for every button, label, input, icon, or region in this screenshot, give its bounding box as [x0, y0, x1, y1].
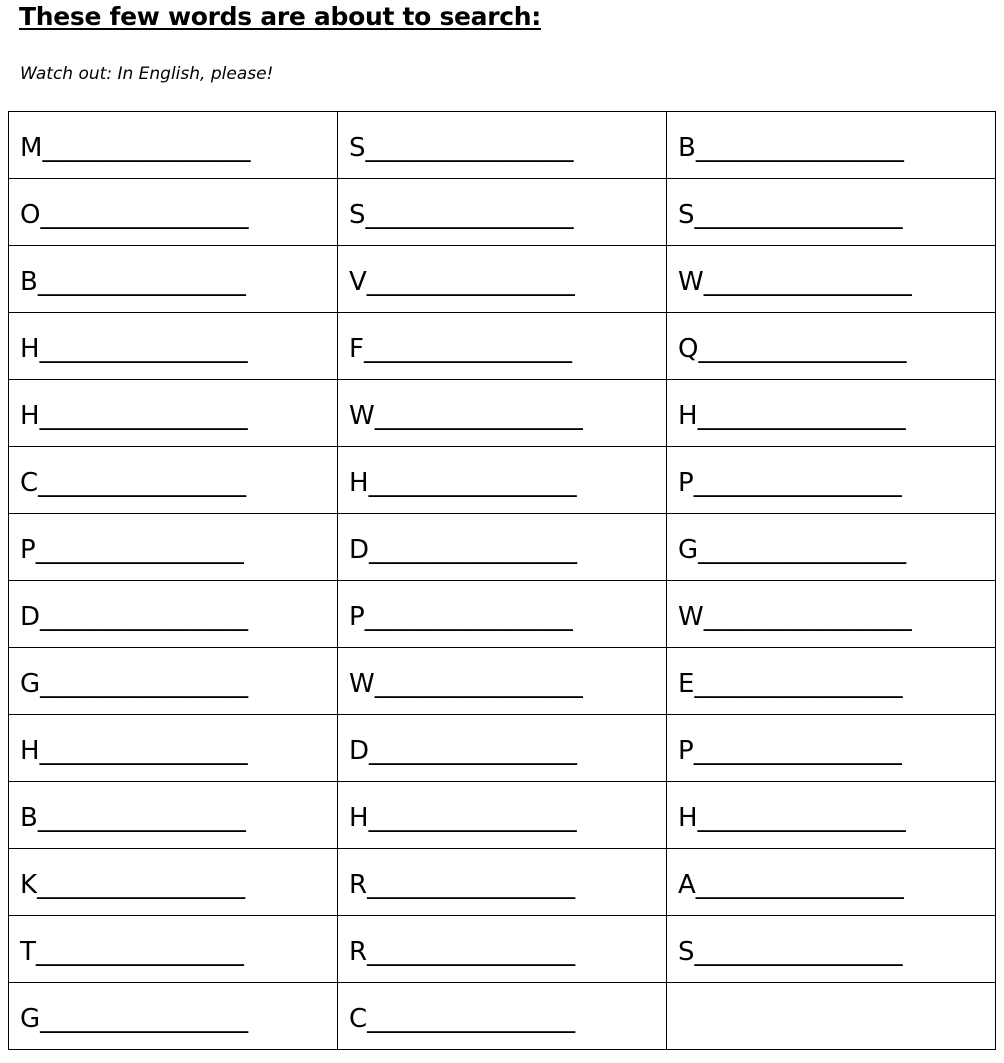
answer-blank[interactable]: ________________	[367, 1004, 576, 1034]
start-letter: V	[349, 267, 367, 297]
word-cell	[338, 179, 667, 246]
start-letter: D	[349, 535, 370, 565]
word-entry[interactable]	[678, 663, 902, 699]
start-letter: W	[349, 401, 375, 431]
word-cell	[338, 715, 667, 782]
answer-blank[interactable]: ________________	[363, 334, 572, 364]
start-letter: G	[678, 535, 699, 565]
answer-blank[interactable]: ________________	[40, 1004, 249, 1034]
word-cell	[9, 313, 338, 380]
start-letter: W	[678, 267, 704, 297]
answer-blank[interactable]: ________________	[39, 401, 248, 431]
word-cell	[9, 782, 338, 849]
word-entry[interactable]	[349, 663, 583, 699]
word-cell	[338, 581, 667, 648]
table-row	[9, 246, 996, 313]
word-entry[interactable]	[349, 998, 575, 1034]
start-letter: D	[349, 736, 370, 766]
start-letter: C	[20, 468, 39, 498]
word-cell	[9, 983, 338, 1050]
start-letter: H	[349, 803, 369, 833]
answer-blank[interactable]: ________________	[693, 468, 902, 498]
word-cell	[667, 715, 996, 782]
word-cell	[9, 112, 338, 179]
start-letter: S	[349, 200, 366, 230]
word-cell	[338, 849, 667, 916]
word-cell	[9, 648, 338, 715]
answer-blank[interactable]: ________________	[698, 535, 907, 565]
table-row	[9, 447, 996, 514]
word-entry[interactable]	[20, 663, 248, 699]
start-letter: D	[20, 602, 41, 632]
word-cell	[9, 916, 338, 983]
word-cell	[667, 916, 996, 983]
word-entry[interactable]	[678, 797, 906, 833]
start-letter: R	[349, 937, 368, 967]
word-cell	[9, 514, 338, 581]
answer-blank[interactable]: ________________	[367, 870, 576, 900]
answer-blank[interactable]: ________________	[37, 870, 246, 900]
start-letter: Q	[678, 334, 699, 364]
word-entry[interactable]	[678, 931, 903, 967]
table-row	[9, 648, 996, 715]
table-row	[9, 916, 996, 983]
answer-blank[interactable]: ________________	[694, 669, 903, 699]
start-letter: B	[678, 133, 696, 163]
word-entry[interactable]	[349, 127, 574, 163]
answer-blank[interactable]: ________________	[42, 133, 251, 163]
table-row	[9, 782, 996, 849]
answer-blank[interactable]: ________________	[35, 535, 244, 565]
answer-blank[interactable]: ________________	[368, 803, 577, 833]
word-entry[interactable]	[349, 328, 572, 364]
answer-blank[interactable]: ________________	[39, 736, 248, 766]
start-letter: R	[349, 870, 368, 900]
word-cell	[667, 112, 996, 179]
word-cell	[338, 983, 667, 1050]
word-entry[interactable]	[678, 127, 904, 163]
table-row	[9, 715, 996, 782]
answer-blank[interactable]: ________________	[40, 602, 249, 632]
word-cell	[9, 246, 338, 313]
word-entry[interactable]	[678, 462, 902, 498]
word-table	[8, 111, 996, 1050]
word-cell	[667, 313, 996, 380]
table-row	[9, 313, 996, 380]
word-cell	[667, 380, 996, 447]
word-cell	[9, 380, 338, 447]
word-entry[interactable]	[20, 998, 248, 1034]
start-letter: O	[20, 200, 41, 230]
word-cell	[9, 849, 338, 916]
answer-blank[interactable]: ________________	[697, 803, 906, 833]
start-letter: P	[349, 602, 365, 632]
answer-blank[interactable]: ________________	[39, 334, 248, 364]
start-letter: B	[20, 267, 38, 297]
word-cell	[667, 782, 996, 849]
answer-blank[interactable]: ________________	[367, 937, 576, 967]
word-entry[interactable]	[349, 931, 575, 967]
answer-blank[interactable]: ________________	[698, 334, 907, 364]
start-letter: G	[20, 1004, 41, 1034]
word-entry[interactable]	[678, 328, 906, 364]
start-letter: M	[20, 133, 43, 163]
word-cell	[9, 447, 338, 514]
word-cell	[338, 112, 667, 179]
start-letter: T	[20, 937, 36, 967]
word-cell	[9, 581, 338, 648]
answer-blank[interactable]: ________________	[40, 669, 249, 699]
word-entry[interactable]	[20, 596, 248, 632]
word-entry[interactable]	[20, 462, 246, 498]
word-entry[interactable]	[20, 931, 244, 967]
word-entry[interactable]	[678, 596, 912, 632]
answer-blank[interactable]: ________________	[365, 200, 574, 230]
answer-blank[interactable]: ________________	[35, 937, 244, 967]
word-entry[interactable]	[349, 529, 577, 565]
table-row	[9, 179, 996, 246]
word-entry[interactable]	[678, 864, 904, 900]
word-entry[interactable]	[678, 194, 903, 230]
word-entry[interactable]	[678, 529, 906, 565]
answer-blank[interactable]: ________________	[37, 803, 246, 833]
table-row	[9, 112, 996, 179]
table-row	[9, 380, 996, 447]
word-entry[interactable]	[349, 194, 574, 230]
start-letter: H	[20, 334, 40, 364]
start-letter: A	[678, 870, 696, 900]
answer-blank[interactable]: ________________	[697, 401, 906, 431]
word-cell	[9, 715, 338, 782]
word-cell	[667, 648, 996, 715]
answer-blank[interactable]: ________________	[694, 937, 903, 967]
answer-blank[interactable]: ________________	[703, 602, 912, 632]
start-letter: P	[20, 535, 36, 565]
word-cell	[667, 983, 996, 1050]
word-cell	[667, 849, 996, 916]
word-entry[interactable]	[349, 261, 575, 297]
table-row	[9, 983, 996, 1050]
start-letter: H	[20, 401, 40, 431]
start-letter: H	[20, 736, 40, 766]
word-entry[interactable]	[349, 797, 577, 833]
start-letter: S	[678, 937, 695, 967]
word-cell	[338, 313, 667, 380]
answer-blank[interactable]: ________________	[37, 267, 246, 297]
word-cell	[338, 246, 667, 313]
start-letter: H	[678, 803, 698, 833]
start-letter: E	[678, 669, 695, 699]
table-row	[9, 849, 996, 916]
start-letter: P	[678, 736, 694, 766]
answer-blank[interactable]: ________________	[374, 401, 583, 431]
word-cell	[338, 514, 667, 581]
word-cell	[667, 581, 996, 648]
word-entry[interactable]	[20, 194, 248, 230]
word-entry[interactable]	[20, 529, 244, 565]
word-cell	[338, 916, 667, 983]
word-cell	[338, 447, 667, 514]
answer-blank[interactable]: ________________	[368, 468, 577, 498]
table-row	[9, 581, 996, 648]
word-cell	[9, 179, 338, 246]
word-entry[interactable]	[349, 395, 583, 431]
answer-blank[interactable]: ________________	[703, 267, 912, 297]
word-entry[interactable]	[20, 864, 245, 900]
word-entry[interactable]	[349, 596, 573, 632]
answer-blank[interactable]: ________________	[40, 200, 249, 230]
word-cell	[338, 380, 667, 447]
start-letter: B	[20, 803, 38, 833]
word-cell	[667, 514, 996, 581]
word-table-body	[9, 112, 996, 1050]
word-entry[interactable]	[678, 261, 912, 297]
start-letter: G	[20, 669, 41, 699]
answer-blank[interactable]: ________________	[38, 468, 247, 498]
answer-blank[interactable]: ________________	[366, 267, 575, 297]
start-letter: C	[349, 1004, 368, 1034]
start-letter: H	[349, 468, 369, 498]
start-letter: F	[349, 334, 364, 364]
instruction-text: Watch out: In English, please!	[20, 64, 274, 84]
answer-blank[interactable]: ________________	[694, 200, 903, 230]
word-entry[interactable]	[20, 395, 248, 431]
table-row	[9, 514, 996, 581]
word-entry[interactable]	[349, 864, 575, 900]
word-entry[interactable]	[678, 730, 902, 766]
page-title: These few words are about to search:	[19, 2, 541, 31]
word-entry[interactable]	[20, 797, 246, 833]
answer-blank[interactable]: ________________	[369, 736, 578, 766]
answer-blank[interactable]: ________________	[693, 736, 902, 766]
start-letter: S	[349, 133, 366, 163]
word-cell	[667, 246, 996, 313]
start-letter: W	[349, 669, 375, 699]
word-cell	[338, 648, 667, 715]
word-entry[interactable]	[20, 328, 248, 364]
word-cell	[667, 447, 996, 514]
answer-blank[interactable]: ________________	[369, 535, 578, 565]
answer-blank[interactable]: ________________	[374, 669, 583, 699]
word-entry[interactable]	[349, 462, 577, 498]
start-letter: K	[20, 870, 38, 900]
start-letter: P	[678, 468, 694, 498]
answer-blank[interactable]: ________________	[365, 133, 574, 163]
start-letter: S	[678, 200, 695, 230]
word-entry[interactable]	[20, 261, 246, 297]
word-cell	[338, 782, 667, 849]
word-cell	[667, 179, 996, 246]
answer-blank[interactable]: ________________	[695, 870, 904, 900]
answer-blank[interactable]: ________________	[364, 602, 573, 632]
word-entry[interactable]	[678, 395, 906, 431]
start-letter: H	[678, 401, 698, 431]
answer-blank[interactable]: ________________	[695, 133, 904, 163]
word-entry[interactable]	[349, 730, 577, 766]
word-entry[interactable]	[20, 127, 250, 163]
word-entry[interactable]	[20, 730, 248, 766]
start-letter: W	[678, 602, 704, 632]
